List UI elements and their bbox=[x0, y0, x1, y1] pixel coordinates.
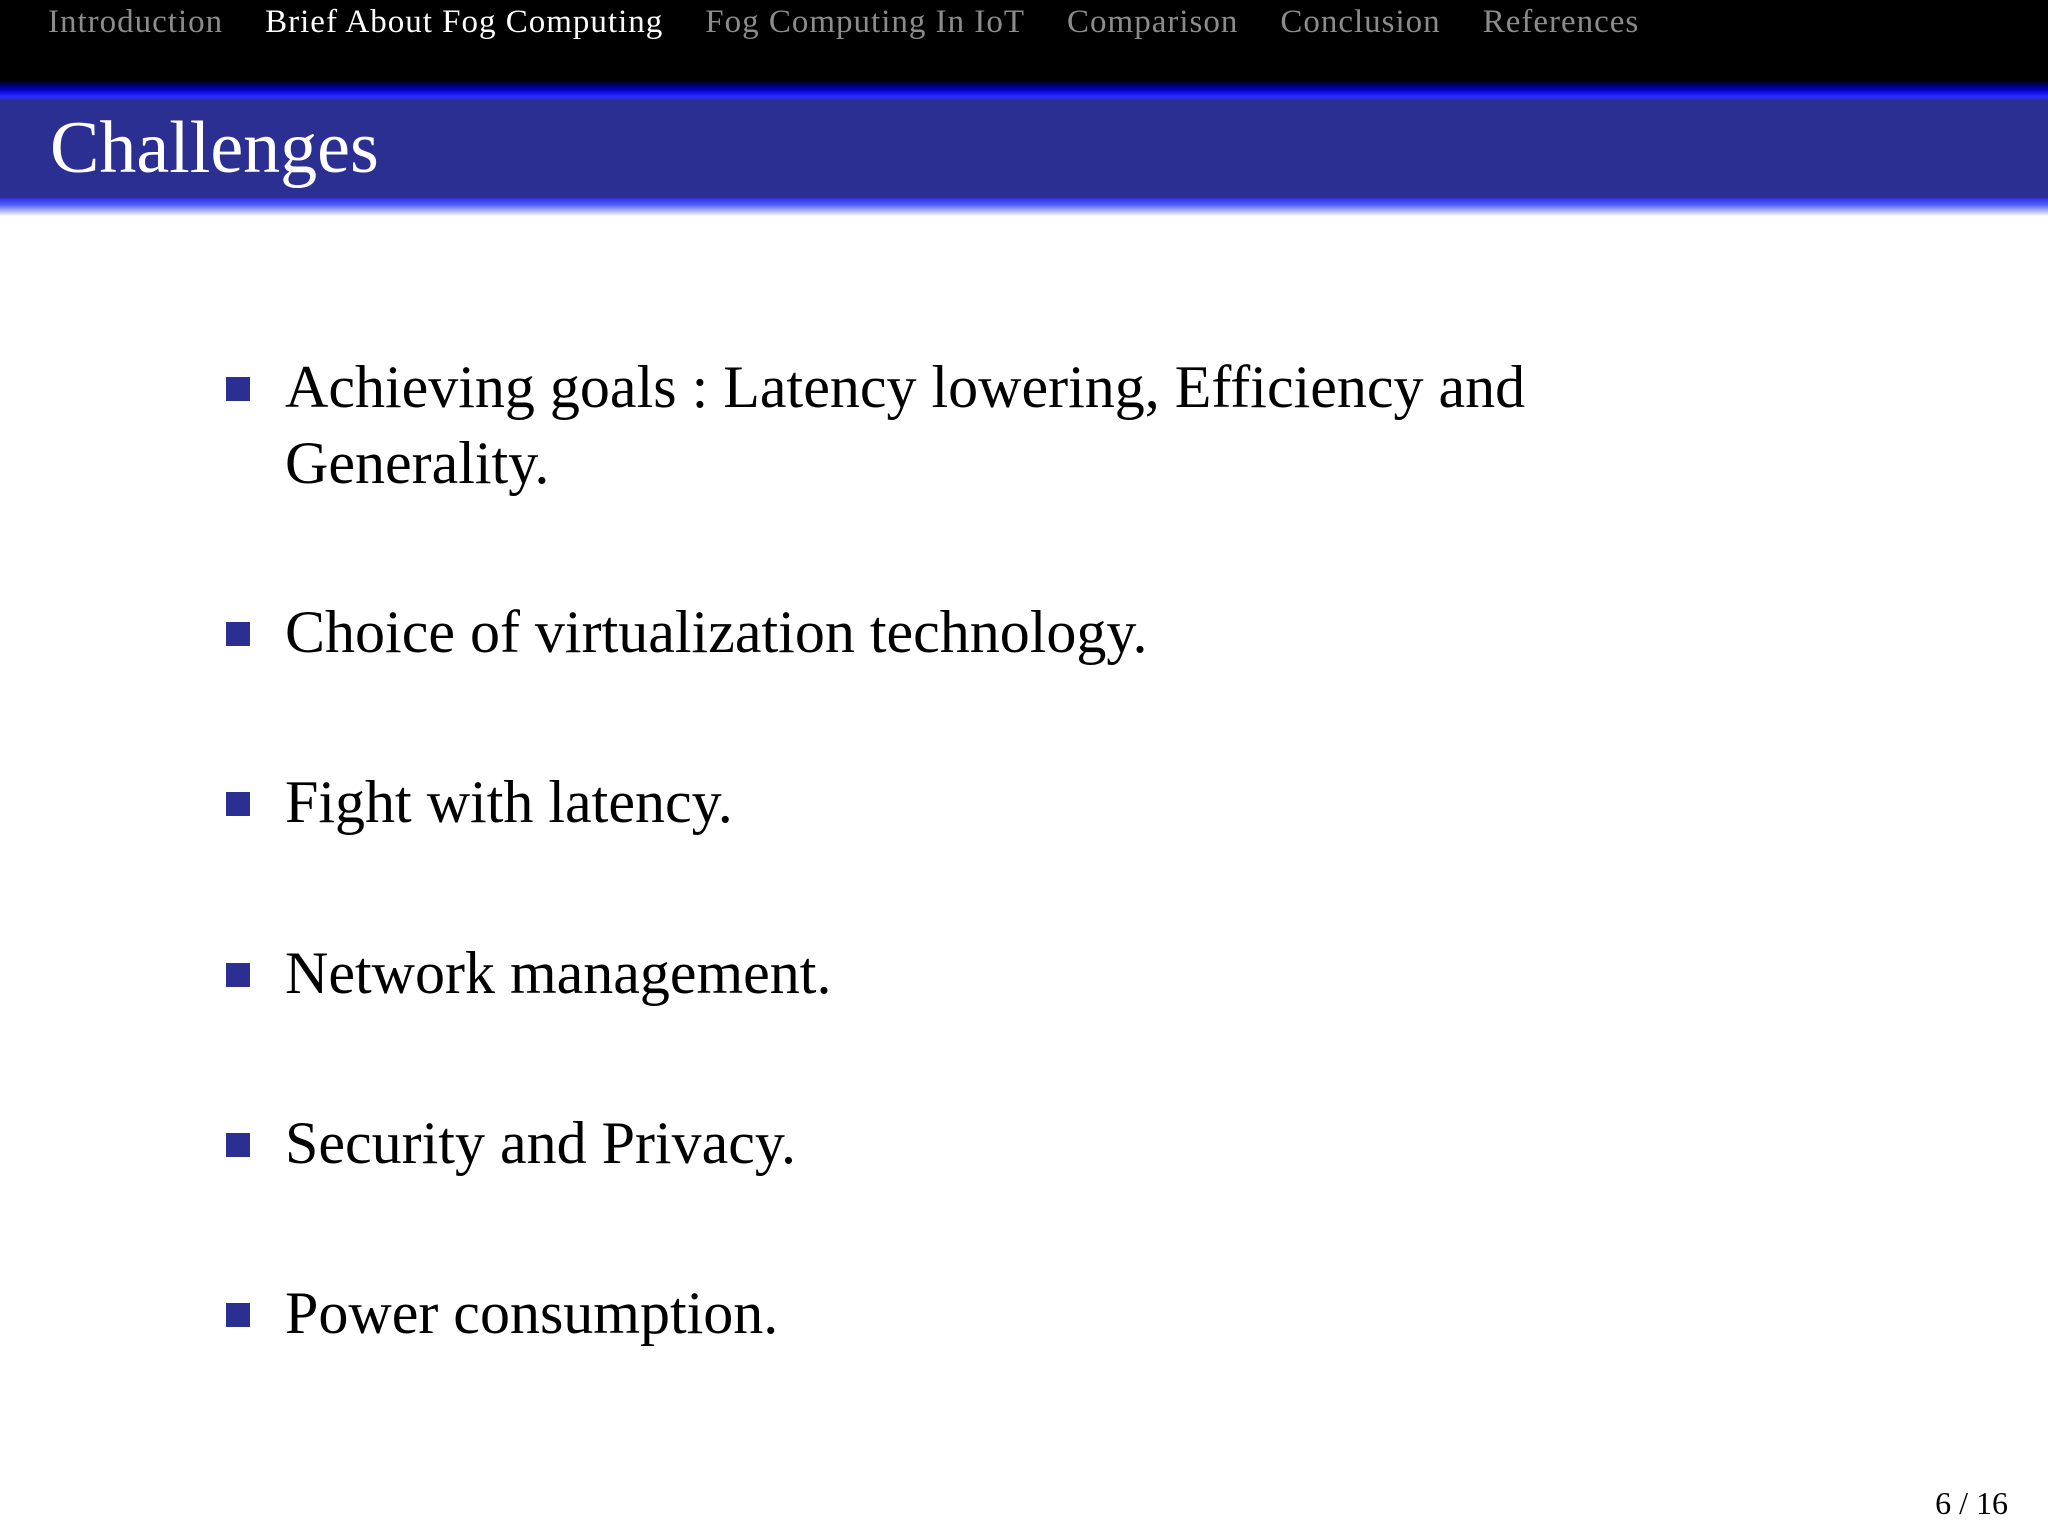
list-item bbox=[226, 594, 1726, 670]
square-bullet-icon bbox=[226, 1133, 250, 1157]
list-item-text: Network management. bbox=[285, 940, 832, 1006]
nav-item-references[interactable]: References bbox=[1482, 3, 1640, 40]
page-number: 6 / 16 bbox=[1935, 1485, 2008, 1521]
square-bullet-icon bbox=[226, 377, 250, 401]
square-bullet-icon bbox=[226, 792, 250, 816]
list-item-text: Achieving goals : Latency lowering, Efficiency and Generality. bbox=[285, 354, 1526, 496]
list-item bbox=[226, 1105, 1726, 1181]
list-item-text: Choice of virtualization technology. bbox=[285, 599, 1148, 665]
title-divider-glow bbox=[0, 198, 2048, 216]
frame-title: Challenges bbox=[50, 107, 379, 189]
nav-item-conclusion[interactable]: Conclusion bbox=[1280, 3, 1441, 40]
nav-item-brief-about-fog-computing[interactable]: Brief About Fog Computing bbox=[265, 3, 664, 40]
nav-item-comparison[interactable]: Comparison bbox=[1067, 3, 1239, 40]
nav-item-fog-computing-in-iot[interactable]: Fog Computing In IoT bbox=[705, 3, 1026, 40]
list-item-text: Security and Privacy. bbox=[285, 1110, 796, 1176]
square-bullet-icon bbox=[226, 963, 250, 987]
square-bullet-icon bbox=[226, 622, 250, 646]
list-item-text: Power consumption. bbox=[285, 1280, 779, 1346]
nav-divider-glow bbox=[0, 80, 2048, 102]
list-item bbox=[226, 349, 1726, 501]
section-navigation-bar bbox=[0, 0, 2048, 88]
list-item bbox=[226, 1275, 1726, 1351]
list-item-text: Fight with latency. bbox=[285, 769, 733, 835]
square-bullet-icon bbox=[226, 1303, 250, 1327]
section-navigation bbox=[48, 4, 1639, 40]
list-item bbox=[226, 935, 1726, 1011]
list-item bbox=[226, 764, 1726, 840]
nav-item-introduction[interactable]: Introduction bbox=[48, 3, 224, 40]
